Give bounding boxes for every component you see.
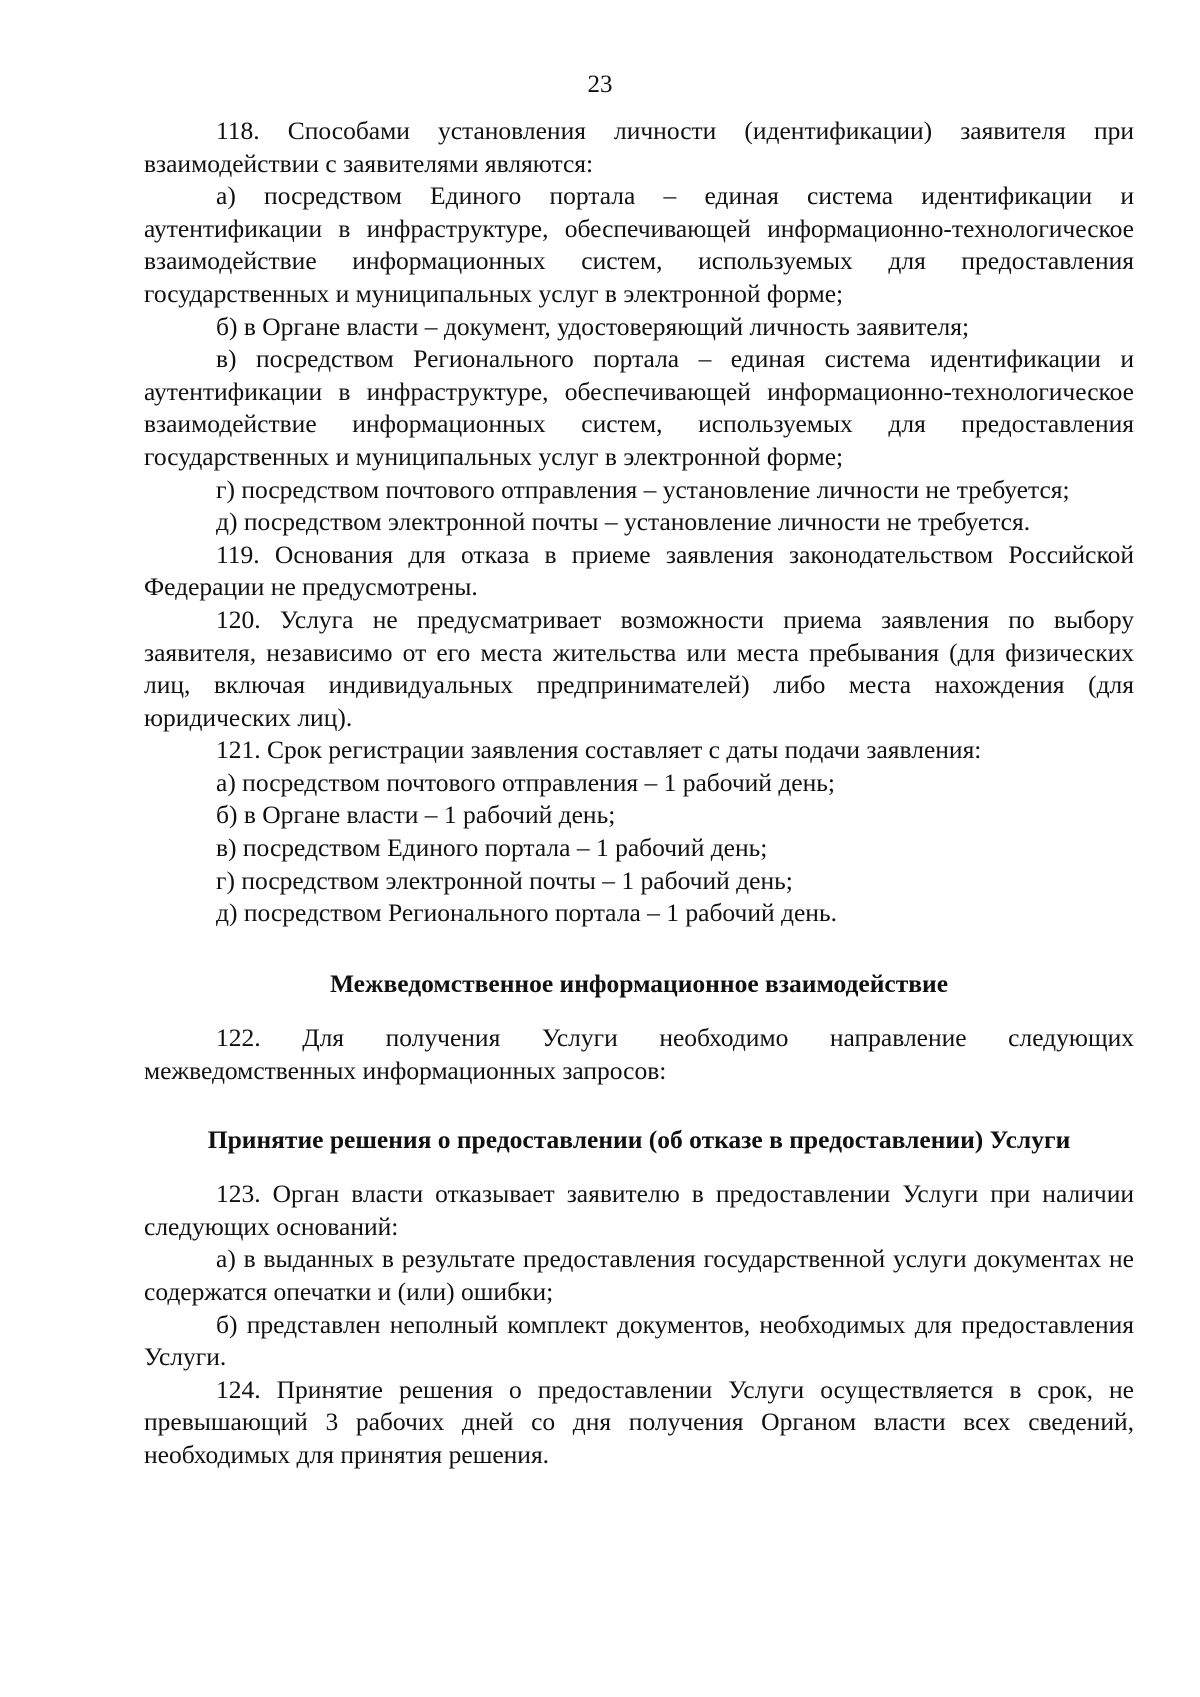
paragraph-122: 122. Для получения Услуги необходимо направление следующих межведомственных информационных запросов: <box>144 1023 1134 1086</box>
page-number: 23 <box>587 71 613 98</box>
paragraph-119: 119. Основания для отказа в приеме заявления законодательством Российской Федерации не предусмотрены. <box>144 539 1134 602</box>
paragraph-123-b: б) представлен неполный комплект документов, необходимых для предоставления Услуги. <box>144 1309 1134 1372</box>
paragraph-118-b: б) в Органе власти – документ, удостоверяющий личность заявителя; <box>216 311 970 341</box>
document-body <box>144 115 1134 1472</box>
paragraph-120: 120. Услуга не предусматривает возможности приема заявления по выбору заявителя, независимо от его места жительства или места пребывания (для физических лиц, включая индивидуальных предпринимателей) либо места нахождения (для юридических лиц). <box>144 604 1134 732</box>
paragraph-124: 124. Принятие решения о предоставлении Услуги осуществляется в срок, не превышающий 3 рабочих дней со дня получения Органом власти всех сведений, необходимых для принятия решения. <box>144 1374 1134 1469</box>
paragraph-121: 121. Срок регистрации заявления составляет с даты подачи заявления: <box>216 735 982 765</box>
paragraph-118-d: д) посредством электронной почты – установление личности не требуется. <box>216 507 1031 537</box>
section-heading-decision: Принятие решения о предоставлении (об отказе в предоставлении) Услуги <box>207 1124 1071 1154</box>
paragraph-121-d: д) посредством Регионального портала – 1 рабочий день. <box>216 898 837 928</box>
paragraph-118-v: в) посредством Регионального портала – единая система идентификации и аутентификации в инфраструктуре, обеспечивающей информационно-технологическое взаимодействие информационных систем, используемых для предоставления государственных и муниципальных услуг в электронной форме; <box>144 344 1134 471</box>
paragraph-121-a: а) посредством почтового отправления – 1 рабочий день; <box>216 767 835 797</box>
paragraph-121-b: б) в Органе власти – 1 рабочий день; <box>216 800 616 830</box>
paragraph-123-a: а) в выданных в результате предоставления государственной услуги документах не содержатся опечатки и (или) ошибки; <box>144 1244 1134 1306</box>
paragraph-121-g: г) посредством электронной почты – 1 рабочий день; <box>216 865 793 895</box>
paragraph-121-v: в) посредством Единого портала – 1 рабочий день; <box>216 833 768 863</box>
paragraph-118-g: г) посредством почтового отправления – установление личности не требуется; <box>216 474 1070 504</box>
paragraph-118-a: а) посредством Единого портала – единая система идентификации и аутентификации в инфраструктуре, обеспечивающей информационно-технологическое взаимодействие информационных систем, используемых для предоставления государственных и муниципальных услуг в электронной форме; <box>144 181 1134 308</box>
paragraph-123: 123. Орган власти отказывает заявителю в предоставлении Услуги при наличии следующих оснований: <box>144 1179 1134 1241</box>
section-heading-interagency: Межведомственное информационное взаимодействие <box>329 968 949 998</box>
paragraph-118: 118. Способами установления личности (идентификации) заявителя при взаимодействии с заявителями являются: <box>144 116 1134 178</box>
